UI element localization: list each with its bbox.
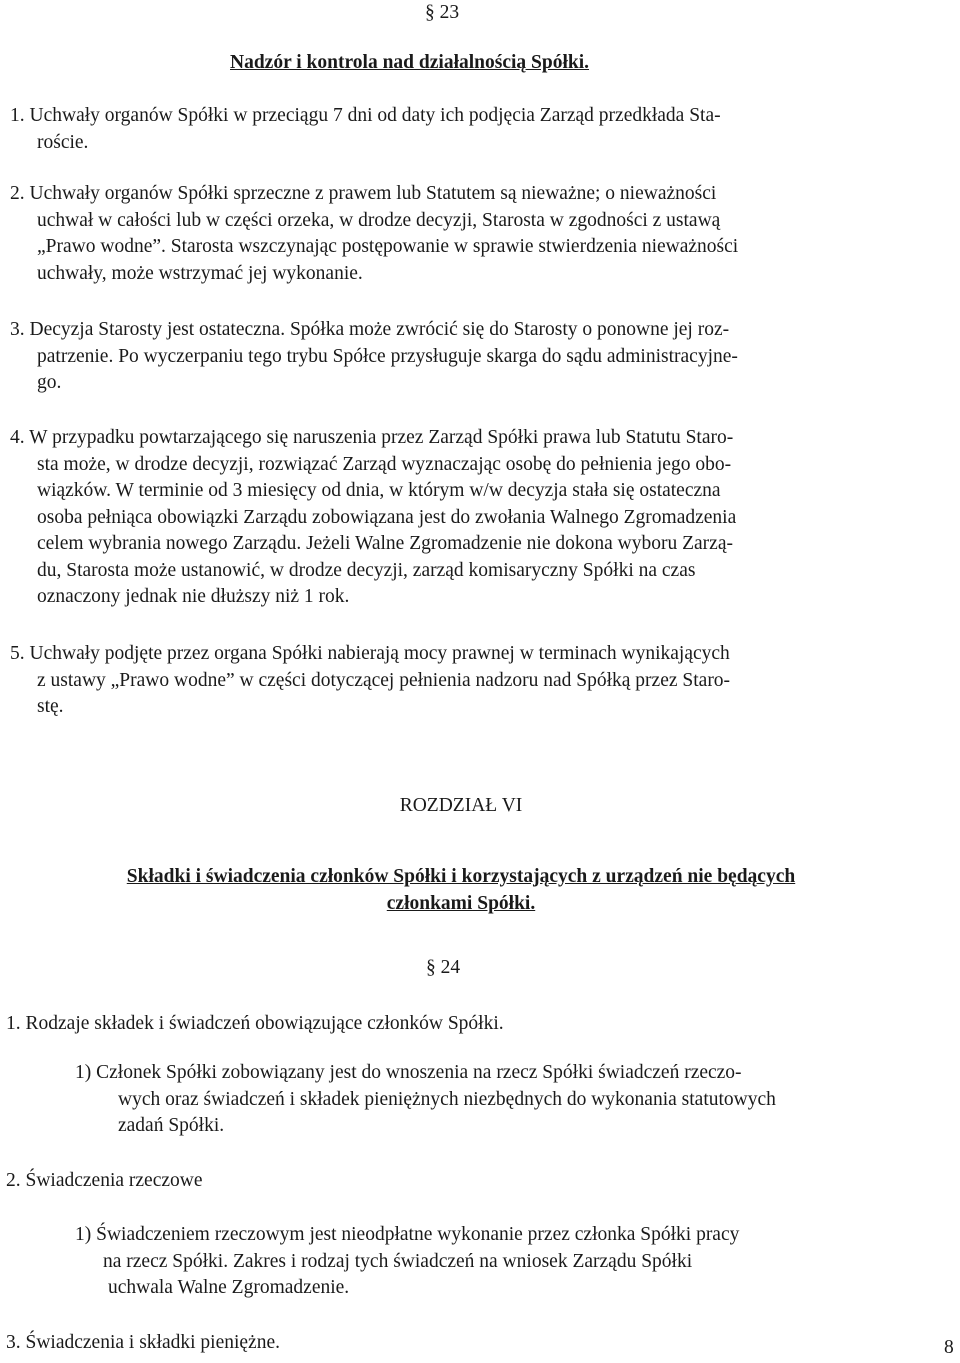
- text-line: osoba pełniąca obowiązki Zarządu zobowiązana jest do zwołania Walnego Zgromadzenia: [37, 506, 737, 528]
- item-1-sub: [75, 1060, 885, 1140]
- page-number: 8: [944, 1337, 954, 1358]
- section-title-23: Nadzór i kontrola nad działalnością Spółki.: [230, 52, 590, 73]
- chapter-heading: ROZDZIAŁ VI: [399, 795, 523, 816]
- item-2: 2. Świadczenia rzeczowe: [6, 1170, 203, 1191]
- text-line: go.: [37, 372, 62, 393]
- text-line: oznaczony jednak nie dłuższy niż 1 rok.: [37, 586, 350, 607]
- text-line: na rzecz Spółki. Zakres i rodzaj tych świadczeń na wniosek Zarządu Spółki: [103, 1250, 693, 1272]
- text-line: 5. Uchwały podjęte przez organa Spółki nabierają mocy prawnej w terminach wynikających: [10, 643, 730, 664]
- text-line: 1. Uchwały organów Spółki w przeciągu 7 dni od daty ich podjęcia Zarząd przedkłada Sta-: [10, 105, 721, 126]
- text-line: z ustawy „Prawo wodne” w części dotyczącej pełnienia nadzoru nad Spółką przez Staro-: [37, 669, 731, 691]
- text-line: wiązków. W terminie od 3 miesięcy od dnia, w którym w/w decyzja stała się ostateczna: [37, 480, 721, 501]
- text-line: 4. W przypadku powtarzającego się naruszenia przez Zarząd Spółki prawa lub Statutu Staro-: [10, 427, 734, 448]
- text-line: du, Starosta może ustanowić, w drodze decyzji, zarząd komisaryczny Spółki na czas: [37, 559, 696, 581]
- text-line: „Prawo wodne”. Starosta wszczynając postępowanie w sprawie stwierdzenia nieważności: [37, 236, 739, 257]
- chapter-title-line-1: Składki i świadczenia członków Spółki i korzystających z urządzeń nie będących: [126, 866, 796, 887]
- text-line: 1) Członek Spółki zobowiązany jest do wnoszenia na rzecz Spółki świadczeń rzeczo-: [75, 1062, 742, 1083]
- text-line: stę.: [37, 696, 64, 717]
- text-line: 1) Świadczeniem rzeczowym jest nieodpłatne wykonanie przez członka Spółki pracy: [75, 1224, 740, 1245]
- point-1: [10, 103, 886, 156]
- item-2-sub: [75, 1222, 885, 1302]
- item-1: 1. Rodzaje składek i świadczeń obowiązujące członków Spółki.: [6, 1013, 504, 1034]
- chapter-title-line-2: członkami Spółki.: [386, 892, 536, 914]
- text-line: celem wybrania nowego Zarządu. Jeżeli Walne Zgromadzenie nie dokona wyboru Zarzą-: [37, 533, 733, 554]
- point-4: [10, 425, 886, 611]
- text-line: roście.: [37, 131, 89, 153]
- text-line: uchwala Walne Zgromadzenie.: [108, 1277, 350, 1298]
- text-line: 2. Uchwały organów Spółki sprzeczne z prawem lub Statutem są nieważne; o nieważności: [10, 183, 717, 204]
- section-mark-23: § 23: [425, 2, 460, 23]
- point-2: [10, 181, 886, 287]
- text-line: patrzenie. Po wyczerpaniu tego trybu Spółce przysługuje skarga do sądu administracyjne-: [37, 345, 738, 367]
- point-5: [10, 641, 886, 721]
- text-line: zadań Spółki.: [118, 1115, 225, 1136]
- point-3: [10, 317, 886, 397]
- text-line: uchwały, może wstrzymać jej wykonanie.: [37, 262, 363, 284]
- text-line: 3. Decyzja Starosty jest ostateczna. Spółka może zwrócić się do Starosty o ponowne jej roz-: [10, 319, 730, 340]
- chapter-title: [0, 864, 922, 917]
- section-mark-24: § 24: [426, 957, 461, 978]
- text-line: uchwał w całości lub w części orzeka, w drodze decyzji, Starosta w zgodności z ustawą: [37, 209, 721, 231]
- text-line: wych oraz świadczeń i składek pieniężnych niezbędnych do wykonania statutowych: [118, 1088, 776, 1110]
- text-line: sta może, w drodze decyzji, rozwiązać Zarząd wyznaczając osobę do pełnienia jego obo-: [37, 453, 732, 475]
- item-3: 3. Świadczenia i składki pieniężne.: [6, 1332, 280, 1353]
